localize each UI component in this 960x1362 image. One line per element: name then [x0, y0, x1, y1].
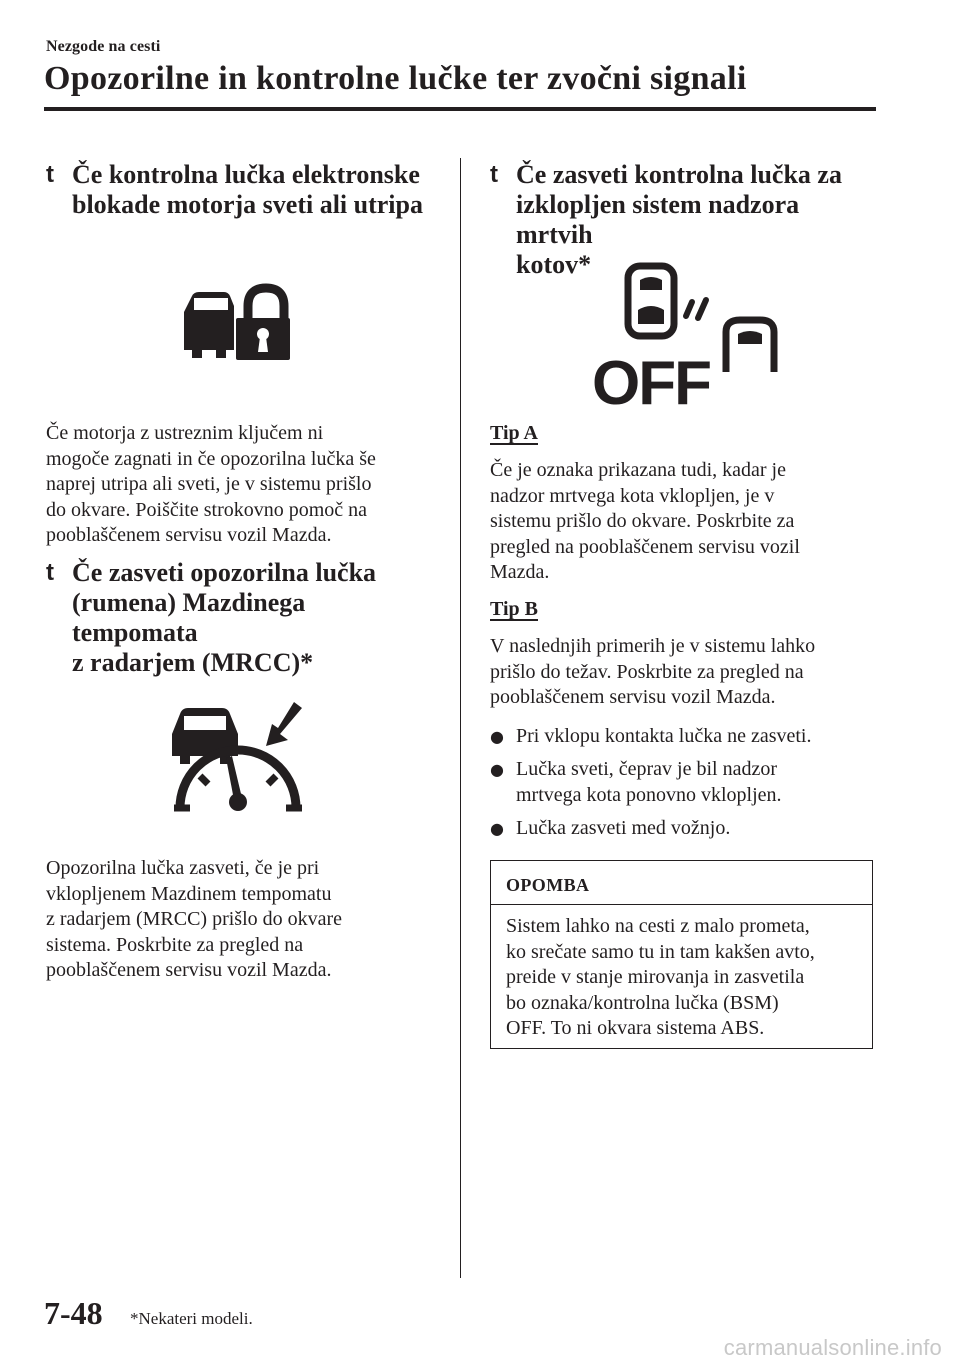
section-label: Nezgode na cesti	[46, 38, 161, 55]
title-rule	[44, 107, 876, 111]
heading-line: Če kontrolna lučka elektronske	[72, 160, 420, 189]
column-divider	[460, 158, 461, 1278]
heading-line: Če zasveti kontrolna lučka za	[516, 160, 842, 189]
text-line: pooblaščenem servisu vozil Mazda.	[490, 686, 776, 708]
text-line: sistema. Poskrbite za pregled na	[46, 933, 304, 956]
bullet-icon: ●	[490, 819, 504, 838]
note-text	[506, 914, 861, 1042]
tip-a-label: Tip A	[490, 422, 538, 444]
text-line: Če motorja z ustreznim ključem ni	[46, 422, 324, 444]
watermark: carmanualsonline.info	[723, 1335, 942, 1360]
heading-line: izklopljen sistem nadzora mrtvih	[516, 190, 800, 249]
page-number: 7-48	[44, 1295, 103, 1331]
note-title: OPOMBA	[506, 875, 590, 895]
text-line: prišlo do težav. Poskrbite za pregled na	[490, 660, 804, 683]
off-label: OFF	[592, 349, 710, 410]
text-line: Lučka zasveti med vožnjo.	[516, 817, 731, 839]
text-line: ko srečate samo tu in tam kakšen avto,	[506, 940, 815, 963]
text-line: Sistem lahko na cesti z malo prometa,	[506, 915, 810, 937]
heading-marker: t	[46, 559, 54, 586]
tip-b-label: Tip B	[490, 598, 538, 620]
immobilizer-description	[46, 421, 430, 549]
text-line: z radarjem (MRCC) prišlo do okvare	[46, 908, 343, 930]
tip-b-text	[490, 634, 874, 711]
text-line: pregled na pooblaščenem servisu vozil	[490, 535, 800, 558]
text-line: OFF. To ni okvara sistema ABS.	[506, 1017, 765, 1039]
text-line: sistemu prišlo do okvare. Poskrbite za	[490, 510, 795, 532]
note-divider	[491, 904, 872, 905]
heading-marker: t	[46, 161, 54, 188]
page-title: Opozorilne in kontrolne lučke ter zvočni signali	[44, 60, 747, 97]
text-line: naprej utripa ali sveti, je v sistemu prišlo	[46, 473, 372, 495]
immobilizer-lock-icon	[180, 282, 292, 362]
text-line: Pri vklopu kontakta lučka ne zasveti.	[516, 725, 812, 747]
bsm-off-icon	[590, 262, 780, 410]
text-line: Če je oznaka prikazana tudi, kadar je	[490, 459, 786, 481]
bullet-icon: ●	[490, 727, 504, 746]
text-line: nadzor mrtvega kota vklopljen, je v	[490, 484, 775, 507]
mrcc-cruise-radar-icon	[168, 696, 308, 814]
mrcc-description	[46, 856, 430, 984]
heading-line: z radarjem (MRCC)*	[72, 648, 314, 677]
text-line: Mazda.	[490, 561, 550, 583]
footnote: *Nekateri modeli.	[130, 1309, 253, 1328]
text-line: mogoče zagnati in če opozorilna lučka še	[46, 447, 376, 470]
text-line: preide v stanje mirovanja in zasvetila	[506, 966, 805, 988]
text-line: do okvare. Poiščite strokovno pomoč na	[46, 498, 368, 521]
heading-line: Če zasveti opozorilna lučka	[72, 558, 377, 587]
text-line: Opozorilna lučka zasveti, če je pri	[46, 857, 320, 879]
heading-marker: t	[490, 161, 498, 188]
heading-line: kotov*	[516, 250, 592, 279]
text-line: bo oznaka/kontrolna lučka (BSM)	[506, 991, 779, 1014]
text-line: V naslednjih primerih je v sistemu lahko	[490, 635, 816, 657]
heading-line: (rumena) Mazdinega tempomata	[72, 588, 306, 647]
text-line: pooblaščenem servisu vozil Mazda.	[46, 959, 332, 981]
text-line: vklopljenem Mazdinem tempomatu	[46, 882, 332, 905]
tip-a-text	[490, 458, 874, 586]
note-box	[490, 860, 873, 1049]
text-line: Lučka sveti, čeprav je bil nadzor	[516, 758, 777, 780]
text-line: pooblaščenem servisu vozil Mazda.	[46, 524, 332, 546]
heading-line: blokade motorja sveti ali utripa	[72, 190, 423, 219]
bullet-icon: ●	[490, 760, 504, 779]
text-line: mrtvega kota ponovno vklopljen.	[516, 783, 782, 806]
